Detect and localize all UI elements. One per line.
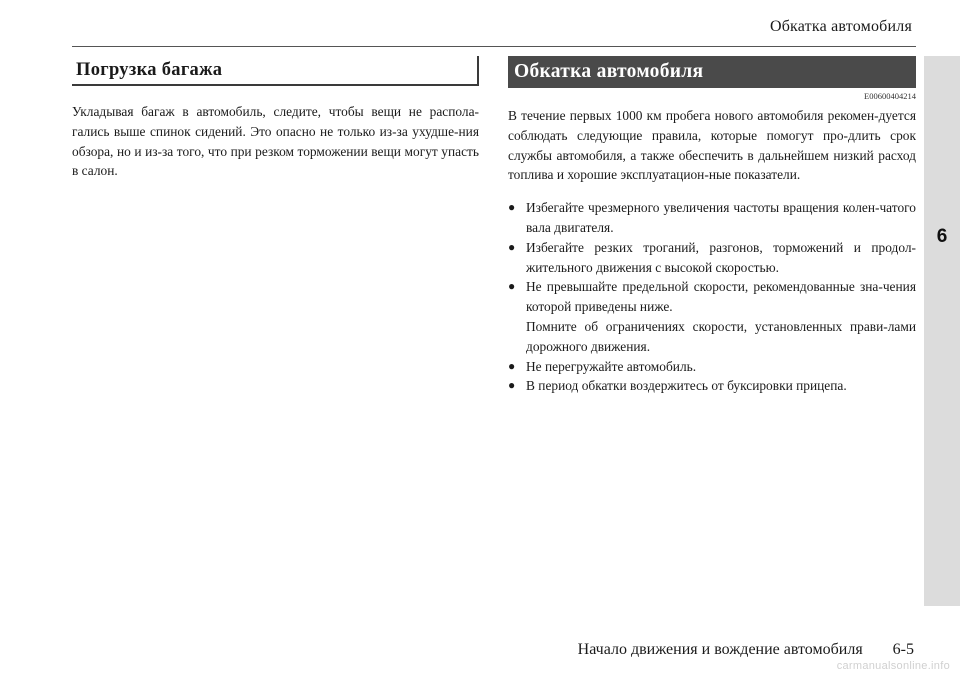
section-heading-luggage: Погрузка багажа: [72, 56, 479, 86]
break-in-paragraph: В течение первых 1000 км пробега нового автомобиля рекомен-дуется соблюдать следующие правила, которые помогут про-длить срок службы автомобиля, а также обеспечить в дальнейшем низкий расход топлива и хорошие эксплуатацион-ные показатели.: [508, 108, 916, 183]
bullet-icon: ●: [508, 358, 516, 373]
section-heading-break-in: Обкатка автомобиля: [508, 56, 916, 88]
page-footer: [578, 641, 914, 659]
chapter-number: 6: [936, 226, 948, 247]
bullet-icon: ●: [508, 200, 516, 215]
footer-section-title: Начало движения и вождение автомобиля: [577, 641, 863, 658]
list-item: [508, 376, 916, 396]
list-item-text: Не превышайте предельной скорости, рекомендованные зна-чения которой приведены ниже.: [526, 279, 916, 315]
watermark: carmanualsonline.info: [836, 660, 950, 672]
list-item-text: Не перегружайте автомобиль.: [526, 358, 697, 374]
bullet-icon: ●: [508, 239, 516, 254]
list-item-text: Избегайте чрезмерного увеличения частоты вращения колен-чатого вала двигателя.: [526, 200, 916, 235]
list-item: [508, 238, 916, 278]
list-item-text: Избегайте резких троганий, разгонов, торможений и продол-жительного движения с высокой скоростью.: [526, 239, 916, 275]
list-item: [508, 357, 916, 377]
list-item: [508, 198, 916, 238]
bullet-icon: ●: [508, 279, 516, 294]
left-column: [72, 56, 479, 181]
document-code: E00600404214: [864, 91, 916, 101]
list-item-text: В период обкатки воздержитесь от буксировки прицепа.: [526, 378, 847, 394]
bullet-icon: ●: [508, 378, 516, 393]
luggage-paragraph: Укладывая багаж в автомобиль, следите, чтобы вещи не распола-гались выше спинок сидений. Это опасно не только из-за ухудше-ния обзора, но и из-за того, что при резком торможении вещи могут упасть в салон.: [72, 104, 479, 179]
list-item: [508, 277, 916, 317]
list-item-note: Помните об ограничениях скорости, установленных прави-лами дорожного движения.: [526, 318, 916, 354]
running-header: Обкатка автомобиля: [769, 18, 912, 35]
page-number: 6-5: [892, 641, 914, 658]
header-rule: [72, 46, 916, 47]
right-column: [508, 56, 916, 396]
chapter-tab: [924, 56, 960, 606]
break-in-bullet-list: [508, 198, 916, 396]
